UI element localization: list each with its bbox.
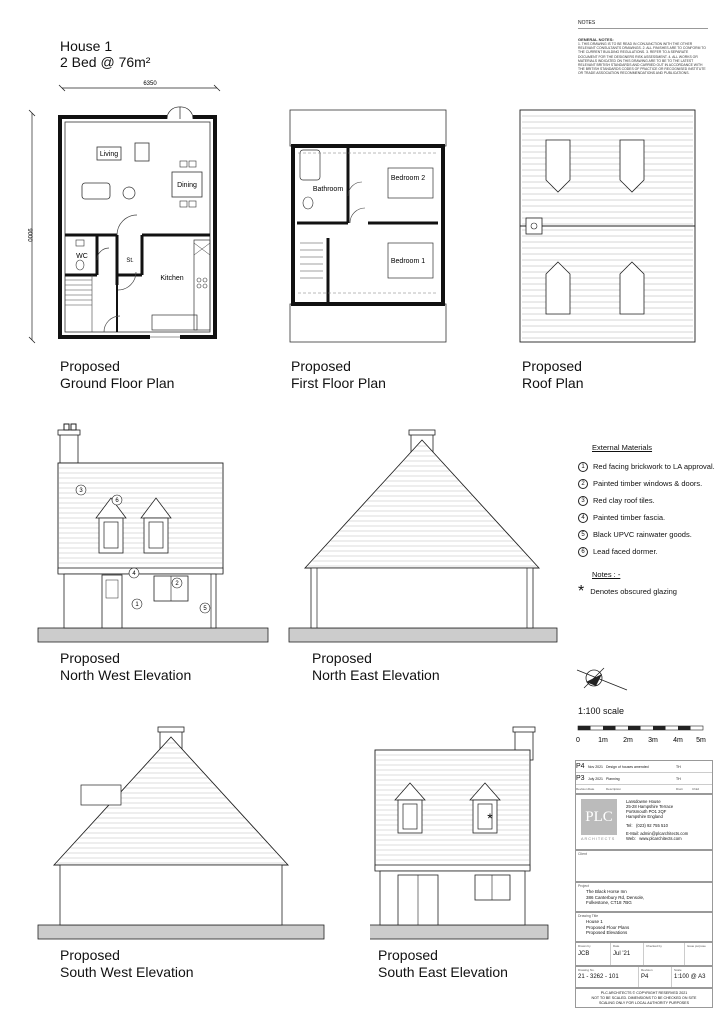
revision-desc: Design of houses amended [606, 764, 649, 769]
drawn-label: Drawn by [578, 944, 591, 948]
drawing-no-value: 21 - 3262 - 101 [578, 974, 619, 980]
checked-cell [644, 943, 685, 965]
date-value: Jul '21 [613, 951, 631, 957]
scale-tick: 5m [696, 737, 706, 744]
height-dimension: 9000 [26, 228, 32, 242]
caption-north-east [312, 650, 440, 684]
south-west-elevation [36, 715, 326, 945]
scale-meta-value: 1:100 @ A3 [674, 974, 706, 980]
obscured-glazing-mark: * [487, 810, 493, 826]
email-label: E-Mail: [626, 831, 640, 836]
caption-line2: North West Elevation [60, 667, 192, 683]
material-number: 2 [578, 479, 588, 489]
drawing-line: Proposed Floor Plans [586, 924, 630, 930]
revision-date: Nov 2021 [588, 764, 603, 769]
caption-line2: Ground Floor Plan [60, 375, 175, 391]
material-number: 6 [578, 547, 588, 557]
revision-by: TH [676, 776, 681, 781]
svg-text:2: 2 [175, 581, 179, 587]
caption-first-floor [291, 358, 386, 392]
caption-line2: First Floor Plan [291, 375, 386, 391]
north-east-elevation [287, 418, 559, 648]
caption-north-west [60, 650, 191, 684]
room-dining: Dining [177, 182, 197, 189]
header-rev: Revision [576, 787, 588, 791]
material-text: Black UPVC rainwater goods. [593, 530, 692, 539]
drawing-title-block [575, 912, 713, 942]
room-kitchen: Kitchen [160, 275, 184, 282]
material-text: Painted timber windows & doors. [593, 479, 703, 488]
room-bathroom: Bathroom [312, 186, 344, 193]
drawing-line: Proposed Elevations [586, 930, 628, 935]
material-text: Lead faced dormer. [593, 547, 658, 556]
project-block [575, 882, 713, 912]
scale-label: 1:100 scale [578, 706, 625, 716]
obscured-glazing-note [578, 583, 718, 600]
project-line: 386 Canterbury Rd, Densole, [586, 894, 645, 900]
width-dimension: 6350 [143, 81, 157, 87]
material-item [578, 543, 718, 560]
caption-line1: Proposed [60, 650, 120, 666]
drawing-no-label: Drawing No. [578, 968, 595, 972]
scale-bar [574, 722, 709, 748]
drawing-label: Drawing Title [578, 914, 599, 918]
scale-tick: 2m [623, 737, 633, 744]
header-date: Date [588, 787, 595, 791]
company-address [626, 799, 688, 841]
caption-line1: Proposed [60, 947, 120, 963]
email-value[interactable]: admin@plcarchitects.com [640, 831, 689, 836]
svg-text:3: 3 [79, 488, 83, 494]
copyright-line: NOT TO BE SCALED. DIMENSIONS TO BE CHECKED ON SITE [591, 995, 697, 1000]
material-item [578, 458, 718, 475]
tel-label: Tel: [626, 823, 633, 828]
scale-meta-label: Scale [674, 968, 682, 972]
revision-cell [639, 967, 672, 987]
room-bedroom-2: Bedroom 2 [390, 175, 426, 182]
notes-subtitle: Notes : - [592, 570, 621, 579]
caption-line1: Proposed [378, 947, 438, 963]
room-wc: WC [76, 253, 88, 260]
project-line: Folkestone, CT18 7BG [586, 900, 632, 905]
copyright-line: SCALING ONLY FOR LOCAL AUTHORITY PURPOSES [599, 1000, 689, 1005]
asterisk-icon: * [578, 582, 585, 600]
web-value[interactable]: www.plcarchitects.com [639, 836, 682, 841]
material-item [578, 492, 718, 509]
header-by: Drwn [676, 787, 684, 791]
caption-line1: Proposed [312, 650, 372, 666]
address-line: Hampshire England [626, 814, 663, 819]
revision-by: TH [676, 764, 681, 769]
material-item [578, 526, 718, 543]
drawn-value: JCB [578, 951, 590, 957]
client-label: Client [578, 852, 587, 856]
header-desc: Description [606, 787, 622, 791]
checked-label: Checked by [646, 944, 662, 948]
revision-code: P4 [576, 762, 585, 770]
drawing-line: House 1 [586, 919, 603, 924]
materials-legend [578, 443, 718, 600]
company-block [575, 794, 713, 850]
roof-plan [518, 108, 700, 348]
tel-value: (023) 92 755 510 [636, 823, 668, 828]
address-line: Lansdowne House [626, 799, 661, 804]
material-text: Red facing brickwork to LA approval. [593, 462, 715, 471]
material-item [578, 509, 718, 526]
general-notes-title: GENERAL NOTES: [578, 37, 614, 42]
caption-line2: South West Elevation [60, 964, 194, 980]
obscured-text: Denotes obscured glazing [590, 587, 677, 596]
caption-line1: Proposed [291, 358, 351, 374]
caption-line2: North East Elevation [312, 667, 440, 683]
north-arrow-icon [572, 660, 632, 700]
south-east-elevation [370, 715, 550, 945]
revision-header [576, 785, 712, 793]
house-title: House 1 [60, 38, 113, 54]
revision-value: P4 [641, 974, 649, 980]
svg-text:5: 5 [203, 606, 207, 612]
scale-cell [672, 967, 707, 987]
issue-label: Issue purpose [687, 944, 706, 948]
revision-label: Revision [641, 968, 653, 972]
project-label: Project [578, 884, 589, 888]
material-number: 5 [578, 530, 588, 540]
house-subtitle: 2 Bed @ 76m² [60, 54, 151, 70]
materials-title: External Materials [592, 443, 653, 452]
svg-text:1: 1 [135, 602, 139, 608]
material-number: 4 [578, 513, 588, 523]
logo-subtitle: ARCHITECTS [581, 837, 616, 841]
room-bedroom-1: Bedroom 1 [390, 258, 426, 265]
meta-row-2 [575, 966, 713, 988]
revision-table [575, 760, 713, 794]
project-line: The Black Horse Inn [586, 889, 627, 894]
meta-row-1 [575, 942, 713, 966]
scale-tick: 3m [648, 737, 658, 744]
north-west-elevation [36, 418, 271, 648]
material-text: Red clay roof tiles. [593, 496, 655, 505]
svg-text:4: 4 [132, 571, 136, 577]
date-cell [611, 943, 644, 965]
first-floor-plan [288, 108, 448, 348]
material-number: 1 [578, 462, 588, 472]
revision-row [576, 773, 712, 785]
caption-line1: Proposed [522, 358, 582, 374]
caption-line1: Proposed [60, 358, 120, 374]
issue-cell [685, 943, 708, 965]
revision-row [576, 761, 712, 773]
revision-desc: Planning [606, 776, 620, 781]
svg-text:6: 6 [115, 498, 119, 504]
room-living: Living [99, 151, 119, 158]
material-item [578, 475, 718, 492]
notes-label: NOTES [578, 20, 596, 26]
caption-roof [522, 358, 583, 392]
scale-tick: 0 [576, 737, 580, 744]
notes-block [578, 20, 708, 76]
caption-south-west [60, 947, 194, 981]
web-label: Web: [626, 836, 636, 841]
copyright-line: PLC ARCHITECTS © COPYRIGHT RESERVED 2021 [600, 991, 688, 995]
caption-line2: South East Elevation [378, 964, 508, 980]
revision-code: P3 [576, 774, 585, 782]
address-line: 25-28 Hampshire Terrace [626, 804, 674, 809]
material-number: 3 [578, 496, 588, 506]
ground-floor-plan [22, 75, 227, 350]
date-label: Date [613, 944, 620, 948]
scale-tick: 1m [598, 737, 608, 744]
material-text: Painted timber fascia. [593, 513, 666, 522]
caption-ground-floor [60, 358, 174, 392]
caption-south-east [378, 947, 508, 981]
general-notes-text: 1. THIS DRAWING IS TO BE READ IN CONJUNCTION WITH THE OTHER RELEVANT CONSULTANTS DRAWINGS. 2. ALL FINISHES ARE TO CONFORM TO THE CURRENT BUILDING REGULATIONS. 3. REFER TO A SEPARATE DOCUMENT FOR THE DESIGNERS RISK ASSESSMENT. 4. ALL WORKS OR MATERIALS INDICATED ON THIS DRAWING ARE TO BE TO THE LATEST RELEVANT BRITISH STANDARDS AND CARRIED OUT IN ACCORDANCE WITH THE BRITISH STANDARDS CODES OF PRACTICE OR RECOGNISED INSTITUTE OR TRADE ASSOCIATION RECOMMENDATIONS AND PUBLICATIONS. [578, 42, 706, 76]
revision-date: July 2021 [588, 776, 603, 781]
caption-line2: Roof Plan [522, 375, 584, 391]
plc-logo: PLC [581, 799, 617, 835]
drawing-no-cell [576, 967, 639, 987]
address-line: Portsmouth PO1 2QF [626, 809, 667, 814]
room-store: St. [126, 258, 134, 264]
copyright-block [575, 988, 713, 1008]
client-block [575, 850, 713, 882]
header-chk: Chkd [692, 787, 700, 791]
drawn-by-cell [576, 943, 611, 965]
scale-tick: 4m [673, 737, 683, 744]
